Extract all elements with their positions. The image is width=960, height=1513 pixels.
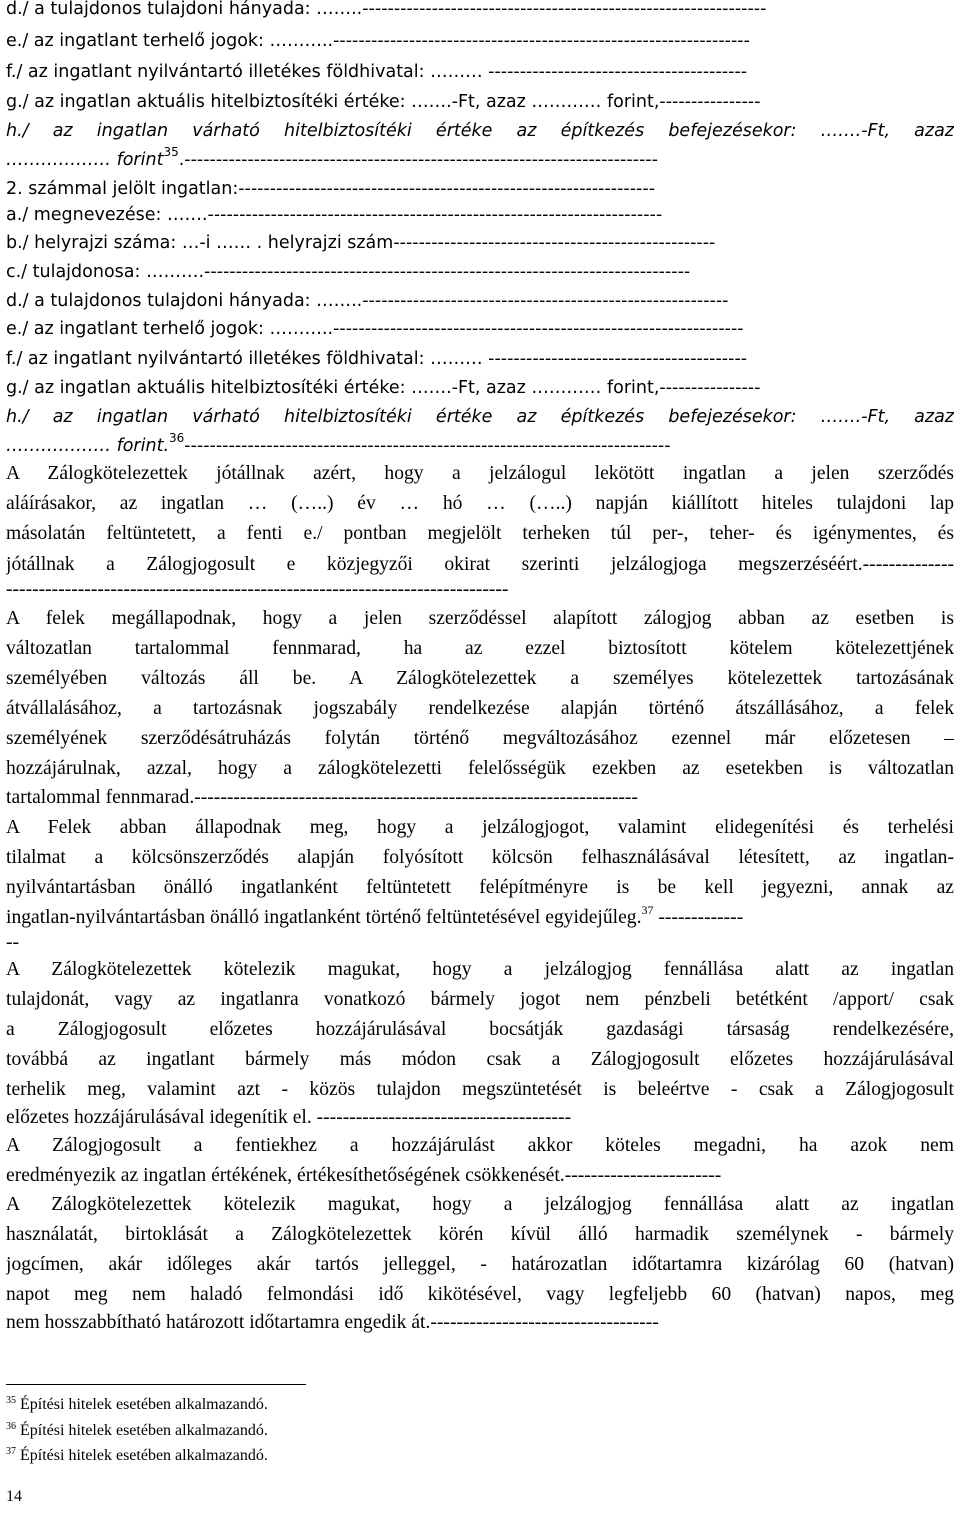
use-restriction-paragraph-line: nem hosszabbítható határozott időtartamra engedik át.----------------------------------- [6, 1312, 659, 1333]
footnote-number: 37 [6, 1446, 16, 1457]
lien-continuity-paragraph-line: személyének szerződésátruházás folytán történő megváltozásához ezennel már előzetesen – [6, 728, 954, 749]
lien-continuity-paragraph-line: hozzájárulnak, azzal, hogy a zálogkötelezetti felelősségük ezekben az esetekben is változatlan [6, 758, 954, 779]
item-f-land-office-2: f./ az ingatlant nyilvántartó illetékes földhivatal: ……… ----------------------------------------- [6, 349, 748, 369]
item-b-parcel-number-2: b./ helyrajzi száma: …-i …… . helyrajzi szám--------------------------------------------------- [6, 233, 716, 253]
use-restriction-paragraph-line: napot meg nem haladó felmondási idő kikötésével, vagy legfeljebb 60 (hatvan) napos, meg [6, 1284, 954, 1305]
lien-continuity-paragraph-line: személyében változás áll be. A Zálogkötelezettek a személyes kötelezettek tartozásának [6, 668, 954, 689]
item-a-designation-2: a./ megnevezése: …….------------------------------------------------------------------------ [6, 205, 663, 225]
warranty-paragraph-line: jótállnak a Zálogjogosult e közjegyzői okirat szerinti jelzálogjoga megszerzéséért.-------------- [6, 554, 954, 575]
dash-fill: .--------------------------------------------------------------------------- [178, 150, 658, 170]
item-c-owner-2: c./ tulajdonosa: ……….----------------------------------------------------------------------------- [6, 262, 691, 282]
transfer-restriction-paragraph-line: továbbá az ingatlant bármely más módon csak a Zálogjogosult előzetes hozzájárulásával [6, 1049, 954, 1070]
lien-continuity-paragraph-line: A felek megállapodnak, hogy a jelen szerződéssel alapított zálogjog abban az esetben is [6, 608, 954, 629]
footnote-36 [6, 1420, 606, 1442]
warranty-paragraph-line: másolatán feltüntetett, a fenti e./ pontban megjelölt terheken túl per-, teher- és igénymentes, és [6, 523, 954, 544]
item-g-current-value-1: g./ az ingatlan aktuális hitelbiztosítéki értéke: …….-Ft, azaz ………… forint,---------------- [6, 92, 761, 112]
footnote-text: Építési hitelek esetében alkalmazandó. [20, 1447, 268, 1464]
item-d-share-1: d./ a tulajdonos tulajdoni hányada: ……..---------------------------------------------------------------- [6, 0, 767, 19]
registration-paragraph-tail: -- [6, 932, 20, 953]
item-h-expected-value-1-cont [6, 145, 954, 175]
footnote-ref-36: 36 [169, 431, 185, 445]
footnote-number: 36 [6, 1421, 16, 1432]
dash-fill: ----------------------------------------------------------------------------- [184, 436, 671, 456]
footnote-ref-37: 37 [641, 903, 654, 917]
item-d-share-2: d./ a tulajdonos tulajdoni hányada: ……..---------------------------------------------------------- [6, 291, 729, 311]
registration-paragraph-line: nyilvántartásban önálló ingatlanként feltüntetett felépítményre is be kell jegyezni, annak az [6, 877, 954, 898]
item-h-expected-value-2: h./ az ingatlan várható hitelbiztosítéki értéke az építkezés befejezésekor: …….-Ft, azaz [6, 407, 954, 427]
item-f-land-office-1: f./ az ingatlant nyilvántartó illetékes földhivatal: ……… ----------------------------------------- [6, 62, 748, 82]
transfer-restriction-paragraph-line: tulajdonát, vagy az ingatlanra vonatkozó bármely jogot nem pénzbeli betétként /apport/ csak [6, 989, 954, 1010]
item-e-encumbrances-1: e./ az ingatlant terhelő jogok: ………..------------------------------------------------------------------ [6, 31, 750, 51]
registration-text: ingatlan-nyilvántartásban önálló ingatlanként történő feltüntetésével egyidejűleg. [6, 907, 642, 928]
lien-continuity-paragraph-line: átvállalásához, a tartozásnak jogszabály rendelkezése alapján történő átszállásához, a felek [6, 698, 954, 719]
page-number: 14 [6, 1488, 22, 1505]
property-2-heading: 2. számmal jelölt ingatlan:------------------------------------------------------------------ [6, 179, 656, 199]
lien-continuity-paragraph-line: változatlan tartalommal fennmarad, ha az ezzel biztosított kötelem kötelezettjének [6, 638, 954, 659]
footnote-ref-35: 35 [163, 145, 179, 159]
lien-continuity-paragraph-line: tartalommal fennmarad.-------------------------------------------------------------------- [6, 787, 638, 808]
warranty-paragraph-line: aláírásakor, az ingatlan … (…..) év … hó … (…..) napján kiállított hiteles tulajdoni lap [6, 493, 954, 514]
warranty-paragraph-line: A Zálogkötelezettek jótállnak azért, hogy a jelzálogul lekötött ingatlan a jelen szerződés [6, 463, 954, 484]
item-h-expected-value-1: h./ az ingatlan várható hitelbiztosítéki értéke az építkezés befejezésekor: …….-Ft, azaz [6, 121, 954, 141]
consent-paragraph-line: A Zálogjogosult a fentiekhez a hozzájárulást akkor köteles megadni, ha azok nem [6, 1135, 954, 1156]
transfer-restriction-paragraph-line: előzetes hozzájárulásával idegenítik el. --------------------------------------- [6, 1107, 572, 1128]
item-g-current-value-2: g./ az ingatlan aktuális hitelbiztosítéki értéke: …….-Ft, azaz ………… forint,---------------- [6, 378, 761, 398]
transfer-restriction-paragraph-line: a Zálogjogosult előzetes hozzájárulásával bocsátják gazdasági társaság rendelkezésére, [6, 1019, 954, 1040]
transfer-restriction-paragraph-line: A Zálogkötelezettek kötelezik magukat, hogy a jelzálogjog fennállása alatt az ingatlan [6, 959, 954, 980]
footnote-number: 35 [6, 1395, 16, 1406]
footnote-35 [6, 1394, 606, 1416]
forint-text: ……………… forint [6, 150, 164, 170]
transfer-restriction-paragraph-line: terhelik meg, valamint azt - közös tulajdon megszüntetését is beleértve - csak a Zálogjogosult [6, 1079, 954, 1100]
use-restriction-paragraph-line: jogcímen, akár időleges akár tartós jelleggel, - határozatlan időtartamra kizárólag 60 (hatvan) [6, 1254, 954, 1275]
footnote-separator [6, 1384, 306, 1385]
use-restriction-paragraph-line: A Zálogkötelezettek kötelezik magukat, hogy a jelzálogjog fennállása alatt az ingatlan [6, 1194, 954, 1215]
use-restriction-paragraph-line: használatát, birtoklását a Zálogkötelezettek körén kívül álló harmadik személynek - bármely [6, 1224, 954, 1245]
registration-paragraph-line: A Felek abban állapodnak meg, hogy a jelzálogjogot, valamint elidegenítési és terhelési [6, 817, 954, 838]
footnote-text: Építési hitelek esetében alkalmazandó. [20, 1422, 268, 1439]
item-h-expected-value-2-cont [6, 431, 954, 461]
footnote-37 [6, 1445, 606, 1467]
dash-fill: ------------- [653, 907, 744, 928]
footnote-text: Építési hitelek esetében alkalmazandó. [20, 1396, 268, 1413]
item-e-encumbrances-2: e./ az ingatlant terhelő jogok: ………..----------------------------------------------------------------- [6, 319, 744, 339]
consent-paragraph-line: eredményezik az ingatlan értékének, értékesíthetőségének csökkenését.------------------------ [6, 1165, 722, 1186]
registration-paragraph-line: tilalmat a kölcsönszerződés alapján folyósított kölcsön felhasználásával létesített, az ingatlan- [6, 847, 954, 868]
forint-text: ……………… forint. [6, 436, 170, 456]
warranty-paragraph-line: ----------------------------------------------------------------------------- [6, 579, 509, 600]
